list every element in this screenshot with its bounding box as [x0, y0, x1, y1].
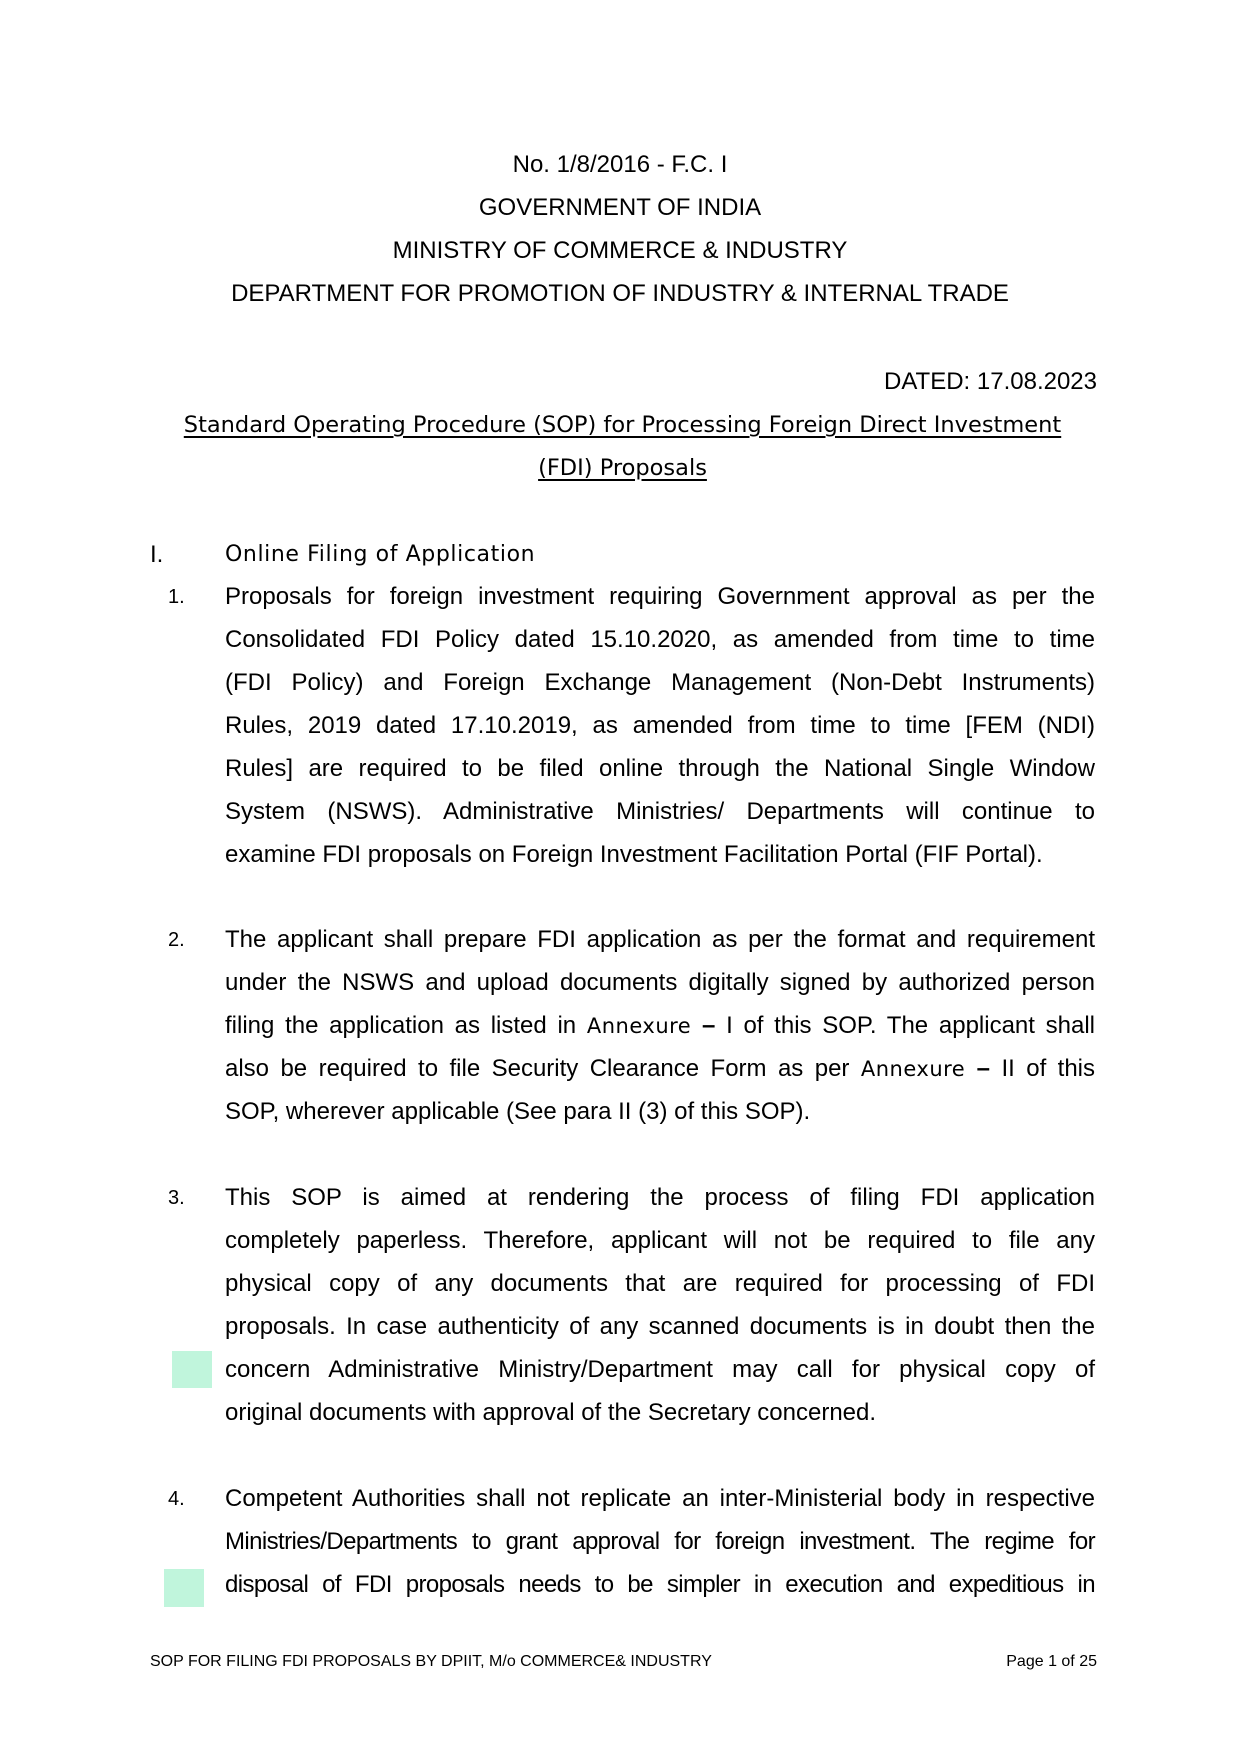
government-heading: GOVERNMENT OF INDIA — [478, 194, 762, 221]
list-item-number: 3. — [168, 1187, 185, 1209]
document-title-line-1: Standard Operating Procedure (SOP) for Processing Foreign Direct Investment — [183, 412, 1062, 438]
highlight-marker — [172, 1351, 212, 1388]
text-segment: also be required to file Security Clearance Form as per — [225, 1055, 850, 1082]
list-item-text — [225, 1481, 1095, 1610]
text-line: original documents with approval of the Secretary concerned. — [225, 1399, 877, 1426]
document-title-line-2: (FDI) Proposals — [538, 455, 707, 481]
text-line: Competent Authorities shall not replicate an inter-Ministerial body in respective — [225, 1485, 1095, 1512]
annexure-reference: Annexure — [586, 1014, 692, 1038]
ministry-heading: MINISTRY OF COMMERCE & INDUSTRY — [392, 237, 848, 264]
text-line: This SOP is aimed at rendering the process of filing FDI application — [225, 1184, 1095, 1211]
text-segment: filing the application as listed in — [225, 1012, 577, 1039]
section-heading: Online Filing of Application — [225, 542, 536, 567]
list-item-text — [225, 1180, 1095, 1438]
section-numeral: I. — [150, 541, 164, 568]
text-line: concern Administrative Ministry/Department may call for physical copy of — [225, 1356, 1095, 1383]
text-segment: I of this SOP. The applicant shall — [726, 1012, 1096, 1039]
text-line — [225, 1051, 1095, 1094]
text-line: Consolidated FDI Policy dated 15.10.2020, as amended from time to time — [225, 626, 1095, 653]
text-line: (FDI Policy) and Foreign Exchange Management (Non-Debt Instruments) — [225, 669, 1095, 696]
text-line: System (NSWS). Administrative Ministries/ Departments will continue to — [225, 798, 1095, 825]
highlight-marker — [164, 1569, 204, 1607]
list-item-number: 2. — [168, 929, 185, 951]
dash-separator: – — [976, 1055, 991, 1082]
text-line: Rules, 2019 dated 17.10.2019, as amended from time to time [FEM (NDI) — [225, 712, 1095, 739]
list-item-text — [225, 579, 1095, 880]
text-line: examine FDI proposals on Foreign Investment Facilitation Portal (FIF Portal). — [225, 841, 1043, 868]
file-number: No. 1/8/2016 - F.C. I — [512, 151, 728, 178]
text-line: disposal of FDI proposals needs to be simpler in execution and expeditious in — [225, 1571, 1095, 1598]
text-line: proposals. In case authenticity of any scanned documents is in doubt then the — [225, 1313, 1095, 1340]
text-line: Ministries/Departments to grant approval for foreign investment. The regime for — [225, 1528, 1095, 1555]
list-item-text — [225, 922, 1095, 1137]
text-line: physical copy of any documents that are required for processing of FDI — [225, 1270, 1095, 1297]
annexure-reference: Annexure — [860, 1057, 966, 1081]
text-line: under the NSWS and upload documents digitally signed by authorized person — [225, 969, 1095, 996]
text-line: completely paperless. Therefore, applicant will not be required to file any — [225, 1227, 1095, 1254]
department-heading: DEPARTMENT FOR PROMOTION OF INDUSTRY & INTERNAL TRADE — [231, 280, 1009, 307]
text-line: The applicant shall prepare FDI application as per the format and requirement — [225, 926, 1095, 953]
text-segment: II of this — [1001, 1055, 1096, 1082]
text-line: Proposals for foreign investment requiring Government approval as per the — [225, 583, 1095, 610]
list-item-number: 4. — [168, 1488, 185, 1510]
dash-separator: – — [701, 1012, 716, 1039]
footer-document-label: SOP FOR FILING FDI PROPOSALS BY DPIIT, M/o COMMERCE& INDUSTRY — [150, 1653, 712, 1670]
text-line: Rules] are required to be filed online through the National Single Window — [225, 755, 1095, 782]
footer-page-number: Page 1 of 25 — [1006, 1653, 1097, 1670]
document-date: DATED: 17.08.2023 — [883, 368, 1097, 395]
text-line — [225, 1008, 1095, 1051]
text-line: SOP, wherever applicable (See para II (3) of this SOP). — [225, 1098, 811, 1125]
list-item-number: 1. — [168, 586, 185, 608]
